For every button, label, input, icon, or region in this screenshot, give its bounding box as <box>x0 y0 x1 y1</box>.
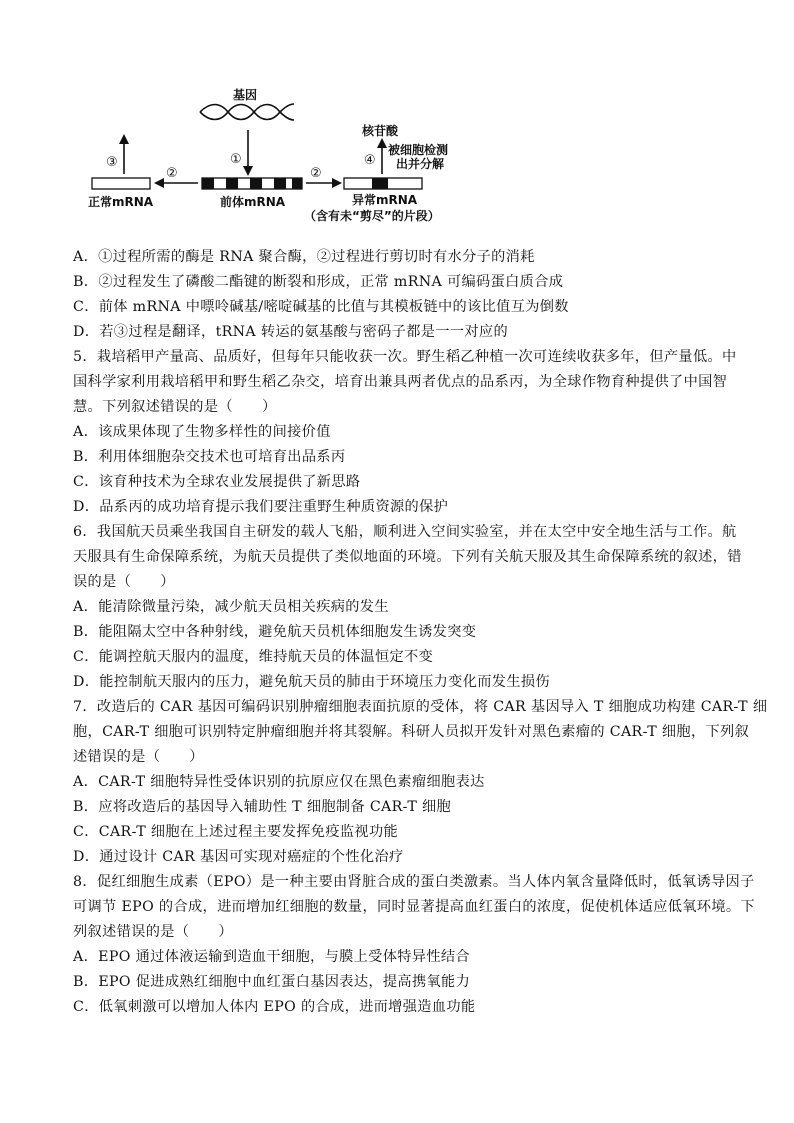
text-line: C．前体 mRNA 中嘌呤碱基/嘧啶碱基的比值与其模板链中的该比值互为倒数 <box>73 299 569 315</box>
text-line: B．应将改造后的基因导入辅助性 T 细胞制备 CAR-T 细胞 <box>73 799 452 815</box>
text-line: 可调节 EPO 的合成，进而增加红细胞的数量，同时显著提高血红蛋白的浓度，促使机体适应低氧环境。下 <box>73 899 755 915</box>
pre-mrna-bar <box>202 178 302 189</box>
text-line: 天服具有生命保障系统，为航天员提供了类似地面的环境。下列有关航天服及其生命保障系统的叙述，错 <box>73 549 742 565</box>
step1-label: ① <box>230 152 242 167</box>
pre-mrna-label: 前体mRNA <box>220 195 286 209</box>
text-line: 7．改造后的 CAR 基因可编码识别肿瘤细胞表面抗原的受体，将 CAR 基因导入 T 细胞成功构建 CAR-T 细 <box>73 699 768 715</box>
text-line: C．能调控航天服内的温度，维持航天员的体温恒定不变 <box>73 649 434 665</box>
step2-right-label: ② <box>310 166 322 181</box>
step2-left-label: ② <box>166 166 178 181</box>
gene-helix-icon <box>200 104 294 120</box>
text-line: 胞，CAR-T 细胞可识别特定肿瘤细胞并将其裂解。科研人员拟开发针对黑色素瘤的 CAR-T 细胞，下列叙 <box>73 724 750 740</box>
text-line: 6．我国航天员乘坐我国自主研发的载人飞船，顺利进入空间实验室，并在太空中安全地生活与工作。航 <box>73 524 737 540</box>
gene-label: 基因 <box>233 88 258 102</box>
text-line: B．EPO 促进成熟红细胞中血红蛋白基因表达，提高携氧能力 <box>73 974 471 990</box>
step4-label: ④ <box>364 153 376 168</box>
text-line: A．该成果体现了生物多样性的间接价值 <box>73 424 331 440</box>
text-line: D．品系丙的成功培育提示我们要注重野生种质资源的保护 <box>73 499 449 515</box>
text-line: D．能控制航天服内的压力，避免航天员的肺由于环境压力变化而发生损伤 <box>73 674 550 690</box>
step3-label: ③ <box>106 155 118 170</box>
text-line: 述错误的是（ ） <box>73 749 204 765</box>
abnormal-mrna-label: 异常mRNA <box>352 193 418 207</box>
normal-mrna-bar <box>92 178 150 189</box>
text-line: 慧。下列叙述错误的是（ ） <box>73 399 277 415</box>
abnormal-mrna-note: （含有未“剪尽”的片段） <box>304 209 440 223</box>
abnormal-mrna-bar <box>344 178 422 189</box>
nucleotide-label: 核苷酸 <box>362 124 399 138</box>
normal-mrna-label: 正常mRNA <box>88 195 154 209</box>
text-line: A．能清除微量污染，减少航天员相关疾病的发生 <box>73 599 389 615</box>
step3-arrowhead-icon <box>119 134 129 144</box>
text-line: 5．栽培稻甲产量高、品质好，但每年只能收获一次。野生稻乙种植一次可连续收获多年，但产量低。中 <box>73 349 737 365</box>
text-line: B．能阻隔太空中各种射线，避免航天员机体细胞发生诱发突变 <box>73 624 477 640</box>
text-line: D．通过设计 CAR 基因可实现对癌症的个性化治疗 <box>73 849 404 865</box>
text-line: B．利用体细胞杂交技术也可培育出品系丙 <box>73 449 346 465</box>
text-line: A．①过程所需的酶是 RNA 聚合酶，②过程进行剪切时有水分子的消耗 <box>73 249 535 265</box>
text-line: C．低氧刺激可以增加人体内 EPO 的合成，进而增强造血功能 <box>73 999 476 1015</box>
detect-label-2: 出并分解 <box>396 157 445 171</box>
text-line: A．EPO 通过体液运输到造血干细胞，与膜上受体特异性结合 <box>73 949 470 965</box>
step2-left-arrowhead-icon <box>154 178 164 188</box>
detect-label-1: 被细胞检测 <box>388 143 449 157</box>
text-line: 误的是（ ） <box>73 574 175 590</box>
text-line: D．若③过程是翻译，tRNA 转运的氨基酸与密码子都是一一对应的 <box>73 324 509 340</box>
text-line: C．该育种技术为全球农业发展提供了新思路 <box>73 474 361 490</box>
mrna-processing-diagram <box>80 80 520 230</box>
text-line: B．②过程发生了磷酸二酯键的断裂和形成，正常 mRNA 可编码蛋白质合成 <box>73 274 564 290</box>
step4-arrowhead-icon <box>377 138 387 148</box>
step1-arrowhead-icon <box>243 166 253 176</box>
text-line: 列叙述错误的是（ ） <box>73 924 233 940</box>
text-line: 8．促红细胞生成素（EPO）是一种主要由肾脏合成的蛋白类激素。当人体内氧含量降低时，低氧诱导因子 <box>73 874 755 890</box>
step2-right-arrowhead-icon <box>332 178 342 188</box>
text-line: C．CAR-T 细胞在上述过程主要发挥免疫监视功能 <box>73 824 399 840</box>
text-line: 国科学家利用栽培稻甲和野生稻乙杂交，培育出兼具两者优点的品系丙，为全球作物育种提供了中国智 <box>73 374 728 390</box>
text-line: A．CAR-T 细胞特异性受体识别的抗原应仅在黑色素瘤细胞表达 <box>73 774 485 790</box>
